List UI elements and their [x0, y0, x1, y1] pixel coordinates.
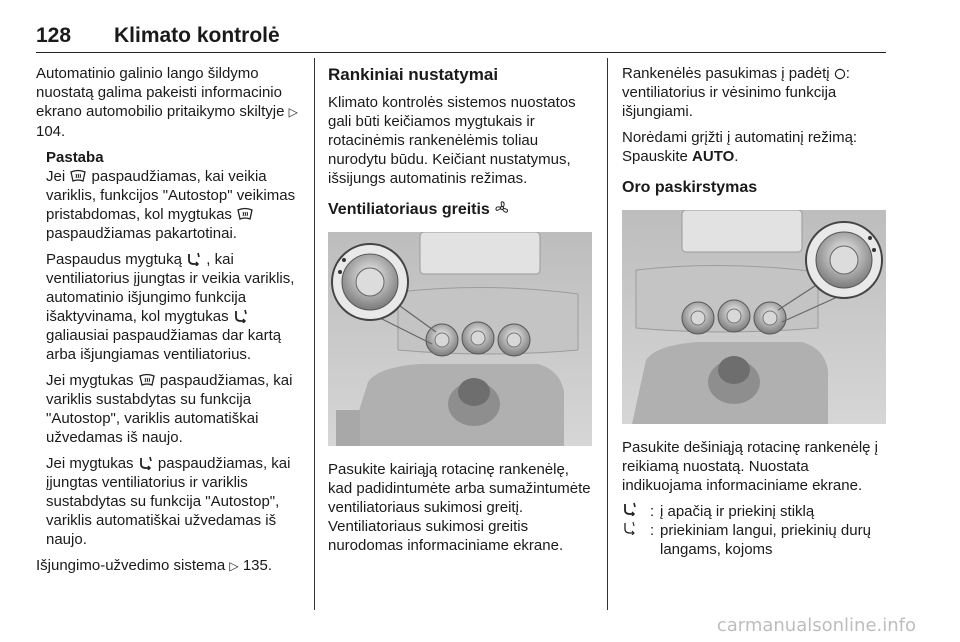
air-floor-windscreen-icon	[622, 502, 638, 516]
subsection-heading-air-distribution: Oro paskirstymas	[622, 179, 758, 196]
list-item	[622, 521, 888, 559]
page-ref-arrow-icon: ▷	[288, 105, 298, 119]
paragraph-off-position: Rankenėlės pasukimas į padėtį : ventiliatorius ir vėsinimo funkcija išjungiami.	[622, 65, 850, 120]
paragraph-stop-start: Išjungimo-užvedimo sistema ▷ 135.	[36, 557, 273, 574]
note-paragraph-3: Jei mygtukas paspaudžiamas, kai variklis sustabdytas su funkcija "Autostop", variklis automatiškai užvedamas iš naujo.	[46, 372, 293, 446]
paragraph-rear-window-heating	[36, 64, 304, 141]
page-ref-link[interactable]: 104.	[36, 123, 66, 140]
auto-button-label: AUTO	[692, 148, 735, 165]
paragraph-return-auto: Norėdami grįžti į automatinį režimą: Spauskite AUTO.	[622, 129, 858, 165]
off-circle-icon	[834, 68, 846, 80]
section-intro: Klimato kontrolės sistemos nuostatos gali būti keičiamos mygtukais ir rotacinėmis rankenėlėmis toliau nurodytu būdu. Keičiant nustatymus, išsijungs automatinis režimas.	[328, 94, 576, 187]
column-1	[36, 64, 304, 583]
page-header	[36, 22, 886, 53]
page-ref-link[interactable]: 135.	[242, 557, 273, 574]
list-item-text: priekiniam langui, priekinių durų langams, kojoms	[660, 522, 871, 558]
colon: :	[650, 503, 655, 520]
note-paragraph-1: Jei paspaudžiamas, kai veikia variklis, funkcijos "Autostop" veikimas pristabdomas, kol mygtukas paspaudžiamas pakartotinai.	[46, 168, 296, 242]
windscreen-defrost-icon	[138, 373, 156, 387]
fan-speed-knob-illustration	[328, 232, 592, 446]
air-distribution-floor-windscreen-icon	[138, 456, 154, 470]
page-ref-arrow-icon: ▷	[229, 559, 239, 573]
fan-icon	[494, 200, 510, 216]
colon: :	[650, 522, 655, 539]
section-heading: Rankiniai nustatymai	[328, 65, 499, 84]
air-distribution-knob-illustration	[622, 210, 886, 424]
fan-speed-caption: Pasukite kairiąją rotacinę rankenėlę, kad padidintumėte arba sumažintumėte ventiliatoriaus sukimosi greitį. Ventiliatoriaus sukimosi greitis nurodomas informaciniame ekrane.	[328, 461, 591, 554]
air-distribution-floor-windscreen-icon	[233, 309, 249, 323]
note-block	[36, 148, 304, 549]
colon: :	[845, 65, 850, 82]
list-item-text: į apačią ir priekinį stiklą	[660, 503, 815, 520]
note-paragraph-4: Jei mygtukas paspaudžiamas, kai įjungtas ventiliatorius ir variklis sustabdytas su funkcija "Autostop", variklis automatiškai užvedamas iš naujo.	[46, 455, 291, 548]
air-windows-floor-icon	[622, 521, 638, 535]
note-paragraph-2: Paspaudus mygtuką , kai ventiliatorius įjungtas ir veikia variklis, automatinio išjungimo funkcija išaktyvinama, kol mygtukas galiausiai paspaudžiamas dar kartą arba išjungiamas ventiliatorius.	[46, 251, 295, 363]
column-divider-1	[314, 58, 315, 610]
column-3	[622, 64, 888, 559]
windscreen-defrost-icon	[69, 169, 87, 183]
period: .	[734, 148, 739, 165]
page-title: Klimato kontrolė	[114, 24, 280, 47]
column-2	[328, 64, 594, 562]
column-divider-2	[607, 58, 608, 610]
list-item	[622, 502, 888, 521]
windscreen-defrost-icon	[236, 207, 254, 221]
page-number: 128	[36, 24, 72, 47]
paragraph-text: Automatinio galinio lango šildymo nuostatą galima pakeisti informacinio ekrano automobilio pritaikymo skiltyje	[36, 65, 285, 120]
subsection-heading: Ventiliatoriaus greitis	[328, 200, 594, 220]
note-label: Pastaba	[46, 149, 104, 166]
air-distribution-floor-windscreen-icon	[186, 252, 202, 266]
watermark: carmanualsonline.info	[716, 615, 916, 636]
air-distribution-caption: Pasukite dešiniąją rotacinę rankenėlę į reikiamą nuostatą. Nuostata indikuojama informaciniame ekrane.	[622, 439, 878, 494]
air-distribution-list	[622, 502, 888, 559]
